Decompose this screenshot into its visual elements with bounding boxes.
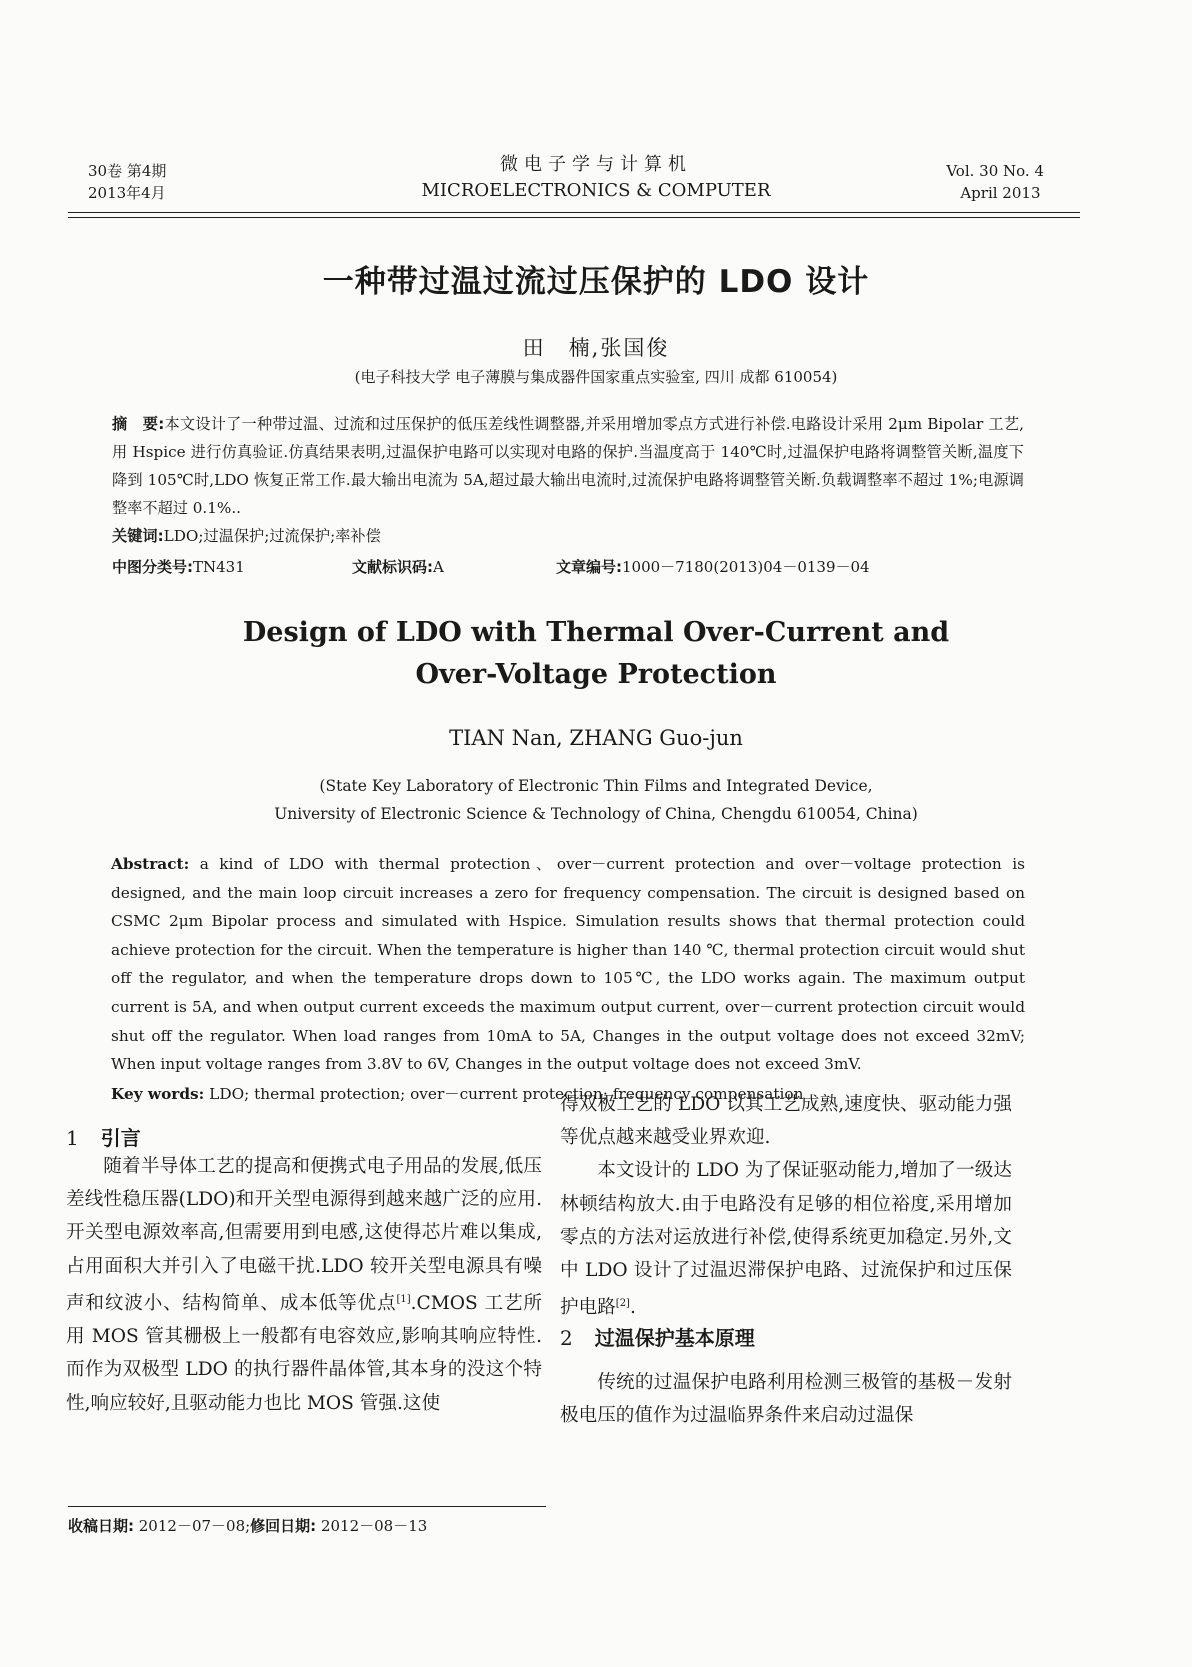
- clc-value: TN431: [193, 558, 245, 576]
- footnote-dates: [68, 1515, 427, 1536]
- section-heading-1: [66, 1122, 141, 1151]
- article-number-value: 1000－7180(2013)04－0139－04: [622, 558, 870, 576]
- document-code: [352, 556, 444, 577]
- citation-ref: [2]: [615, 1298, 630, 1310]
- intro-text-a: 随着半导体工艺的提高和便携式电子用品的发展,低压差线性稳压器(LDO)和开关型电源得到越来越广泛的应用.开关型电源效率高,但需要用到电感,这使得芯片难以集成,占用面积大并引入了电磁干扰.LDO 较开关型电源具有噪声和纹波小、结构简单、成本低等优点: [66, 1156, 542, 1314]
- authors-cn: 田 楠,张国俊: [522, 336, 670, 360]
- abstract-cn-paragraph: [112, 410, 1024, 522]
- article-number-label: 文章编号:: [556, 558, 622, 576]
- affiliation-en-line2: University of Electronic Science & Technology of China, Chengdu 610054, China): [274, 805, 918, 823]
- right-column: [560, 1088, 1012, 1325]
- abstract-cn-text: 本文设计了一种带过温、过流和过压保护的低压差线性调整器,并采用增加零点方式进行补偿.电路设计采用 2μm Bipolar 工艺,用 Hspice 进行仿真验证.仿真结果表明,过温保护电路可以实现对电路的保护.当温度高于 140℃时,过温保护电路将调整管关断,温度下降到 105℃时,LDO 恢复正常工作.最大输出电流为 5A,超过最大输出电流时,过流保护电路将调整管关断.负载调整率不超过 1%;电源调整率不超过 0.1%..: [112, 415, 1024, 517]
- article-number: [556, 556, 870, 577]
- doc-code-label: 文献标识码:: [352, 558, 433, 576]
- paper-title-cn: 一种带过温过流过压保护的 LDO 设计: [322, 264, 870, 300]
- paper-title-en-line1: Design of LDO with Thermal Over-Current and: [242, 617, 950, 648]
- section-number: 1: [66, 1126, 79, 1150]
- design-text-a: 本文设计的 LDO 为了保证驱动能力,增加了一级达林顿结构放大.由于电路没有足够的相位裕度,采用增加零点的方法对运放进行补偿,使得系统更加稳定.另外,文中 LDO 设计了过温迟滞保护电路、过流保护和过压保护电路: [560, 1160, 1012, 1319]
- affiliation-en-line1: (State Key Laboratory of Electronic Thin Films and Integrated Device,: [319, 777, 873, 795]
- intro-text-b: .CMOS 工艺所用 MOS 管其栅极上一般都有电容效应,影响其响应特性.而作为双极型 LDO 的执行器件晶体管,其本身的没这个特性,响应较好,且驱动能力也比 MOS 管强.这使: [66, 1293, 542, 1414]
- keywords-en-text: LDO; thermal protection; over－current protection; frequency compensation: [204, 1085, 804, 1103]
- left-column: [66, 1150, 542, 1420]
- header-rule-thin: [68, 217, 1080, 218]
- keywords-cn-label: 关键词:: [112, 527, 164, 545]
- keywords-cn: [112, 522, 1024, 550]
- doc-code-value: A: [433, 558, 444, 576]
- abstract-en-label: Abstract:: [111, 855, 190, 873]
- paper-title-en: [0, 612, 1192, 696]
- abstract-en-text: a kind of LDO with thermal protection、over－current protection and over－voltage protection is designed, and the main loop circuit increases a zero for frequency compensation. The circuit is designed based on CSMC 2μm Bipolar process and simulated with Hspice. Simulation results shows that thermal protection could achieve protection for the circuit. When the temperature is higher than 140 ℃, thermal protection circuit would shut off the regulator, and when the temperature drops down to 105℃, the LDO works again. The maximum output current is 5A, and when output current exceeds the maximum output current, over－current protection circuit would shut off the regulator. When load ranges from 10mA to 5A, Changes in the output voltage does not exceed 32mV; When input voltage ranges from 3.8V to 6V, Changes in the output voltage does not exceed 3mV.: [111, 855, 1025, 1074]
- section-heading-2: [560, 1322, 755, 1351]
- received-date: 2012－07－08;: [134, 1517, 251, 1535]
- citation-ref: [1]: [396, 1293, 411, 1305]
- revised-label: 修回日期:: [250, 1517, 317, 1535]
- keywords-en-label: Key words:: [111, 1085, 205, 1103]
- intro-paragraph: [66, 1150, 542, 1420]
- abstract-cn: [112, 410, 1024, 550]
- affiliation-en: [0, 772, 1192, 828]
- clc-number: [112, 556, 245, 577]
- revised-date: 2012－08－13: [316, 1517, 428, 1535]
- affiliation-cn: (电子科技大学 电子薄膜与集成器件国家重点实验室, 四川 成都 610054): [354, 368, 838, 386]
- continued-paragraph: 得双极工艺的 LDO 以其工艺成熟,速度快、驱动能力强等优点越来越受业界欢迎.: [560, 1094, 1012, 1149]
- received-label: 收稿日期:: [68, 1517, 134, 1535]
- clc-label: 中图分类号:: [112, 558, 193, 576]
- design-paragraph: [560, 1154, 1012, 1324]
- paper-title-en-line2: Over-Voltage Protection: [415, 659, 777, 690]
- design-text-b: .: [629, 1297, 636, 1319]
- journal-name-en: MICROELECTRONICS & COMPUTER: [421, 180, 771, 201]
- section-title: 引言: [100, 1126, 141, 1150]
- date-cn: 2013年4月: [88, 184, 166, 202]
- abstract-cn-label: 摘 要:: [112, 415, 165, 433]
- authors-en: TIAN Nan, ZHANG Guo-jun: [449, 726, 743, 750]
- footnote-rule: [68, 1506, 546, 1507]
- header-rule-thick: [68, 212, 1080, 213]
- section-number: 2: [560, 1326, 573, 1350]
- date-en: April 2013: [960, 184, 1041, 202]
- keywords-cn-text: LDO;过温保护;过流保护;率补偿: [163, 527, 381, 545]
- journal-name-cn: 微电子学与计算机: [500, 154, 692, 175]
- abstract-en: [111, 850, 1025, 1079]
- running-header-right: [946, 160, 1044, 204]
- section2-body: [560, 1366, 1012, 1432]
- section-title: 过温保护基本原理: [594, 1326, 755, 1350]
- volume-issue-cn: 30卷 第4期: [88, 162, 167, 180]
- volume-issue-en: Vol. 30 No. 4: [946, 162, 1044, 180]
- thermal-paragraph: 传统的过温保护电路利用检测三极管的基极－发射极电压的值作为过温临界条件来启动过温保: [560, 1372, 1012, 1427]
